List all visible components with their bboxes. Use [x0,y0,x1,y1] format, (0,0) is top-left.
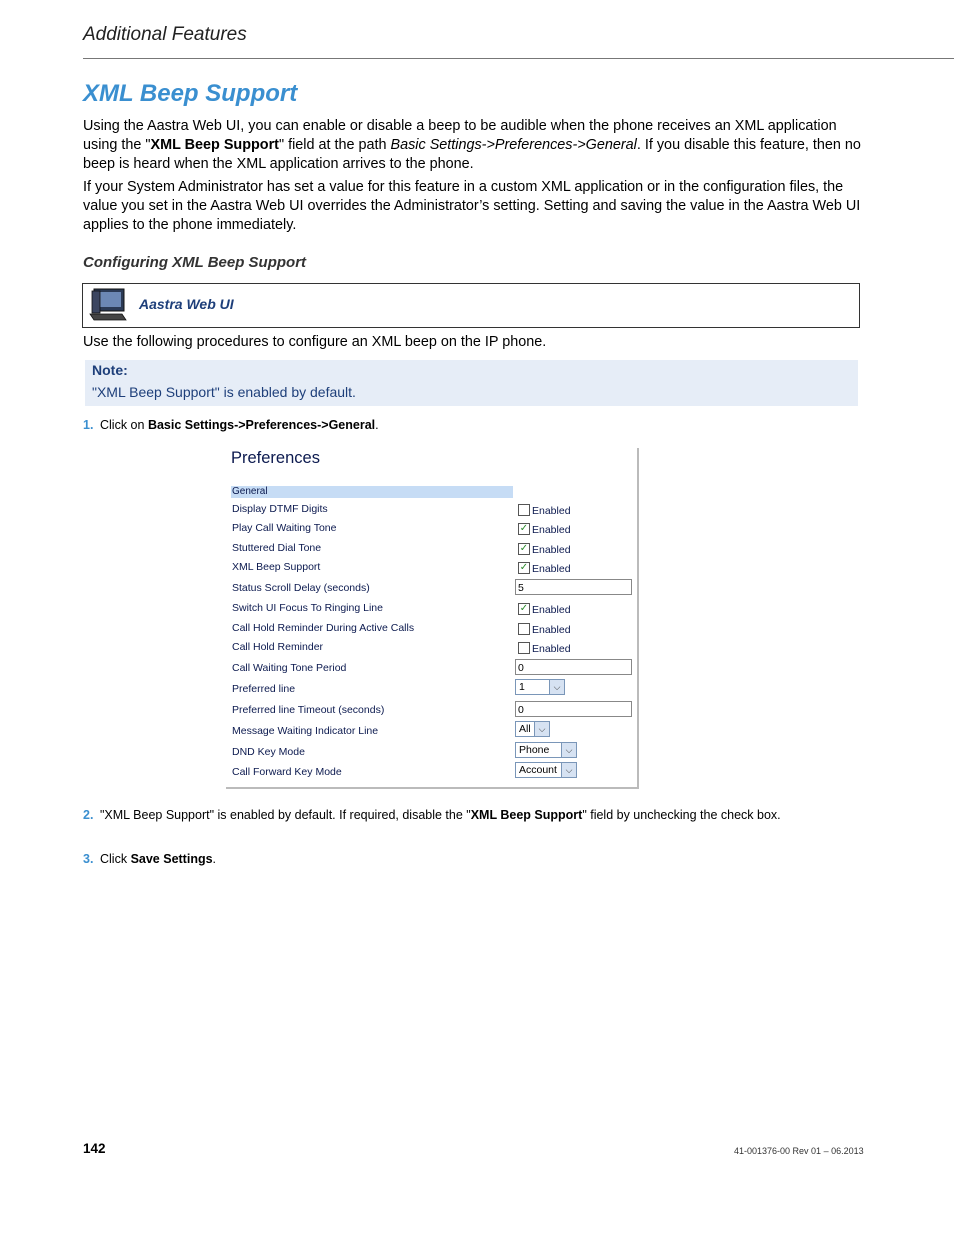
select-value: All [519,723,531,735]
checkbox-label: Enabled [532,624,571,636]
select-dropdown[interactable] [515,721,550,737]
checkbox-label: Enabled [532,505,571,517]
note-text: "XML Beep Support" is enabled by default. [92,384,356,400]
enabled-checkbox[interactable] [518,603,530,615]
general-section-bar [231,486,513,498]
enabled-checkbox[interactable] [518,562,530,574]
section-title: XML Beep Support [83,80,298,107]
step-number: 2. [83,808,94,822]
text-input[interactable]: 0 [515,659,632,675]
page-number: 142 [83,1141,106,1156]
preference-label: DND Key Mode [232,746,305,758]
document-id: 41-001376-00 Rev 01 – 06.2013 [734,1146,864,1156]
preference-label: Play Call Waiting Tone [232,522,337,534]
preference-label: Preferred line Timeout (seconds) [232,704,385,716]
enabled-checkbox[interactable] [518,543,530,555]
preference-label: Call Waiting Tone Period [232,662,347,674]
checkmark-icon: ✓ [519,562,529,573]
enabled-checkbox[interactable] [518,504,530,516]
preference-label: Call Hold Reminder During Active Calls [232,622,415,634]
enabled-checkbox[interactable] [518,642,530,654]
intro-paragraph-2: If your System Administrator has set a value for this feature in a custom XML application or in the configuration files, the value you set in the Aastra Web UI overrides the Administrator’s setting. Setting and saving the value in the Aastra Web UI applies to the phone immediately. [83,179,861,233]
checkbox-label: Enabled [532,604,571,616]
chevron-down-icon: ⌵ [561,743,576,757]
step-text: Click Save Settings. [100,852,217,866]
general-section-label: General [232,486,268,497]
preference-label: Message Waiting Indicator Line [232,725,379,737]
preference-label: Status Scroll Delay (seconds) [232,582,370,594]
header-divider [83,58,954,59]
chevron-down-icon: ⌵ [561,763,576,777]
select-value: Account [519,764,557,776]
checkbox-label: Enabled [532,524,571,536]
enabled-checkbox[interactable] [518,623,530,635]
procedure-intro: Use the following procedures to configure an XML beep on the IP phone. [83,334,547,350]
note-title: Note: [92,362,128,378]
preference-label: Preferred line [232,683,296,695]
running-header: Additional Features [83,24,247,45]
checkmark-icon: ✓ [519,523,529,534]
preferences-panel [226,448,639,789]
select-dropdown[interactable] [515,679,565,695]
preferences-title: Preferences [231,449,320,467]
checkbox-label: Enabled [532,563,571,575]
chevron-down-icon: ⌵ [549,680,564,694]
select-value: Phone [519,744,550,756]
text-input[interactable]: 0 [515,701,632,717]
step-text: "XML Beep Support" is enabled by default. If required, disable the "XML Beep Support" field by unchecking the check box. [100,808,781,822]
checkbox-label: Enabled [532,643,571,655]
chevron-down-icon: ⌵ [534,722,549,736]
preference-label: Stuttered Dial Tone [232,542,322,554]
step-number: 3. [83,852,94,866]
preference-label: Switch UI Focus To Ringing Line [232,602,383,614]
checkbox-label: Enabled [532,544,571,556]
preference-label: Call Forward Key Mode [232,766,342,778]
preference-label: XML Beep Support [232,561,321,573]
subheading: Configuring XML Beep Support [83,254,307,271]
select-dropdown[interactable] [515,762,577,778]
step-number: 1. [83,418,94,432]
enabled-checkbox[interactable] [518,523,530,535]
computer-icon [88,287,128,323]
preference-label: Display DTMF Digits [232,503,328,515]
select-dropdown[interactable] [515,742,577,758]
select-value: 1 [519,681,525,693]
preference-label: Call Hold Reminder [232,641,324,653]
step-text: Click on Basic Settings->Preferences->General. [100,418,379,432]
text-input[interactable]: 5 [515,579,632,595]
checkmark-icon: ✓ [519,603,529,614]
checkmark-icon: ✓ [519,543,529,554]
web-ui-label: Aastra Web UI [139,296,234,312]
intro-paragraph-1: Using the Aastra Web UI, you can enable or disable a beep to be audible when the phone receives an XML application using the "XML Beep Support" field at the path Basic Settings->Preferences->General. If you disable this feature, then no beep is heard when the XML application arrives to the phone. [83,118,861,172]
